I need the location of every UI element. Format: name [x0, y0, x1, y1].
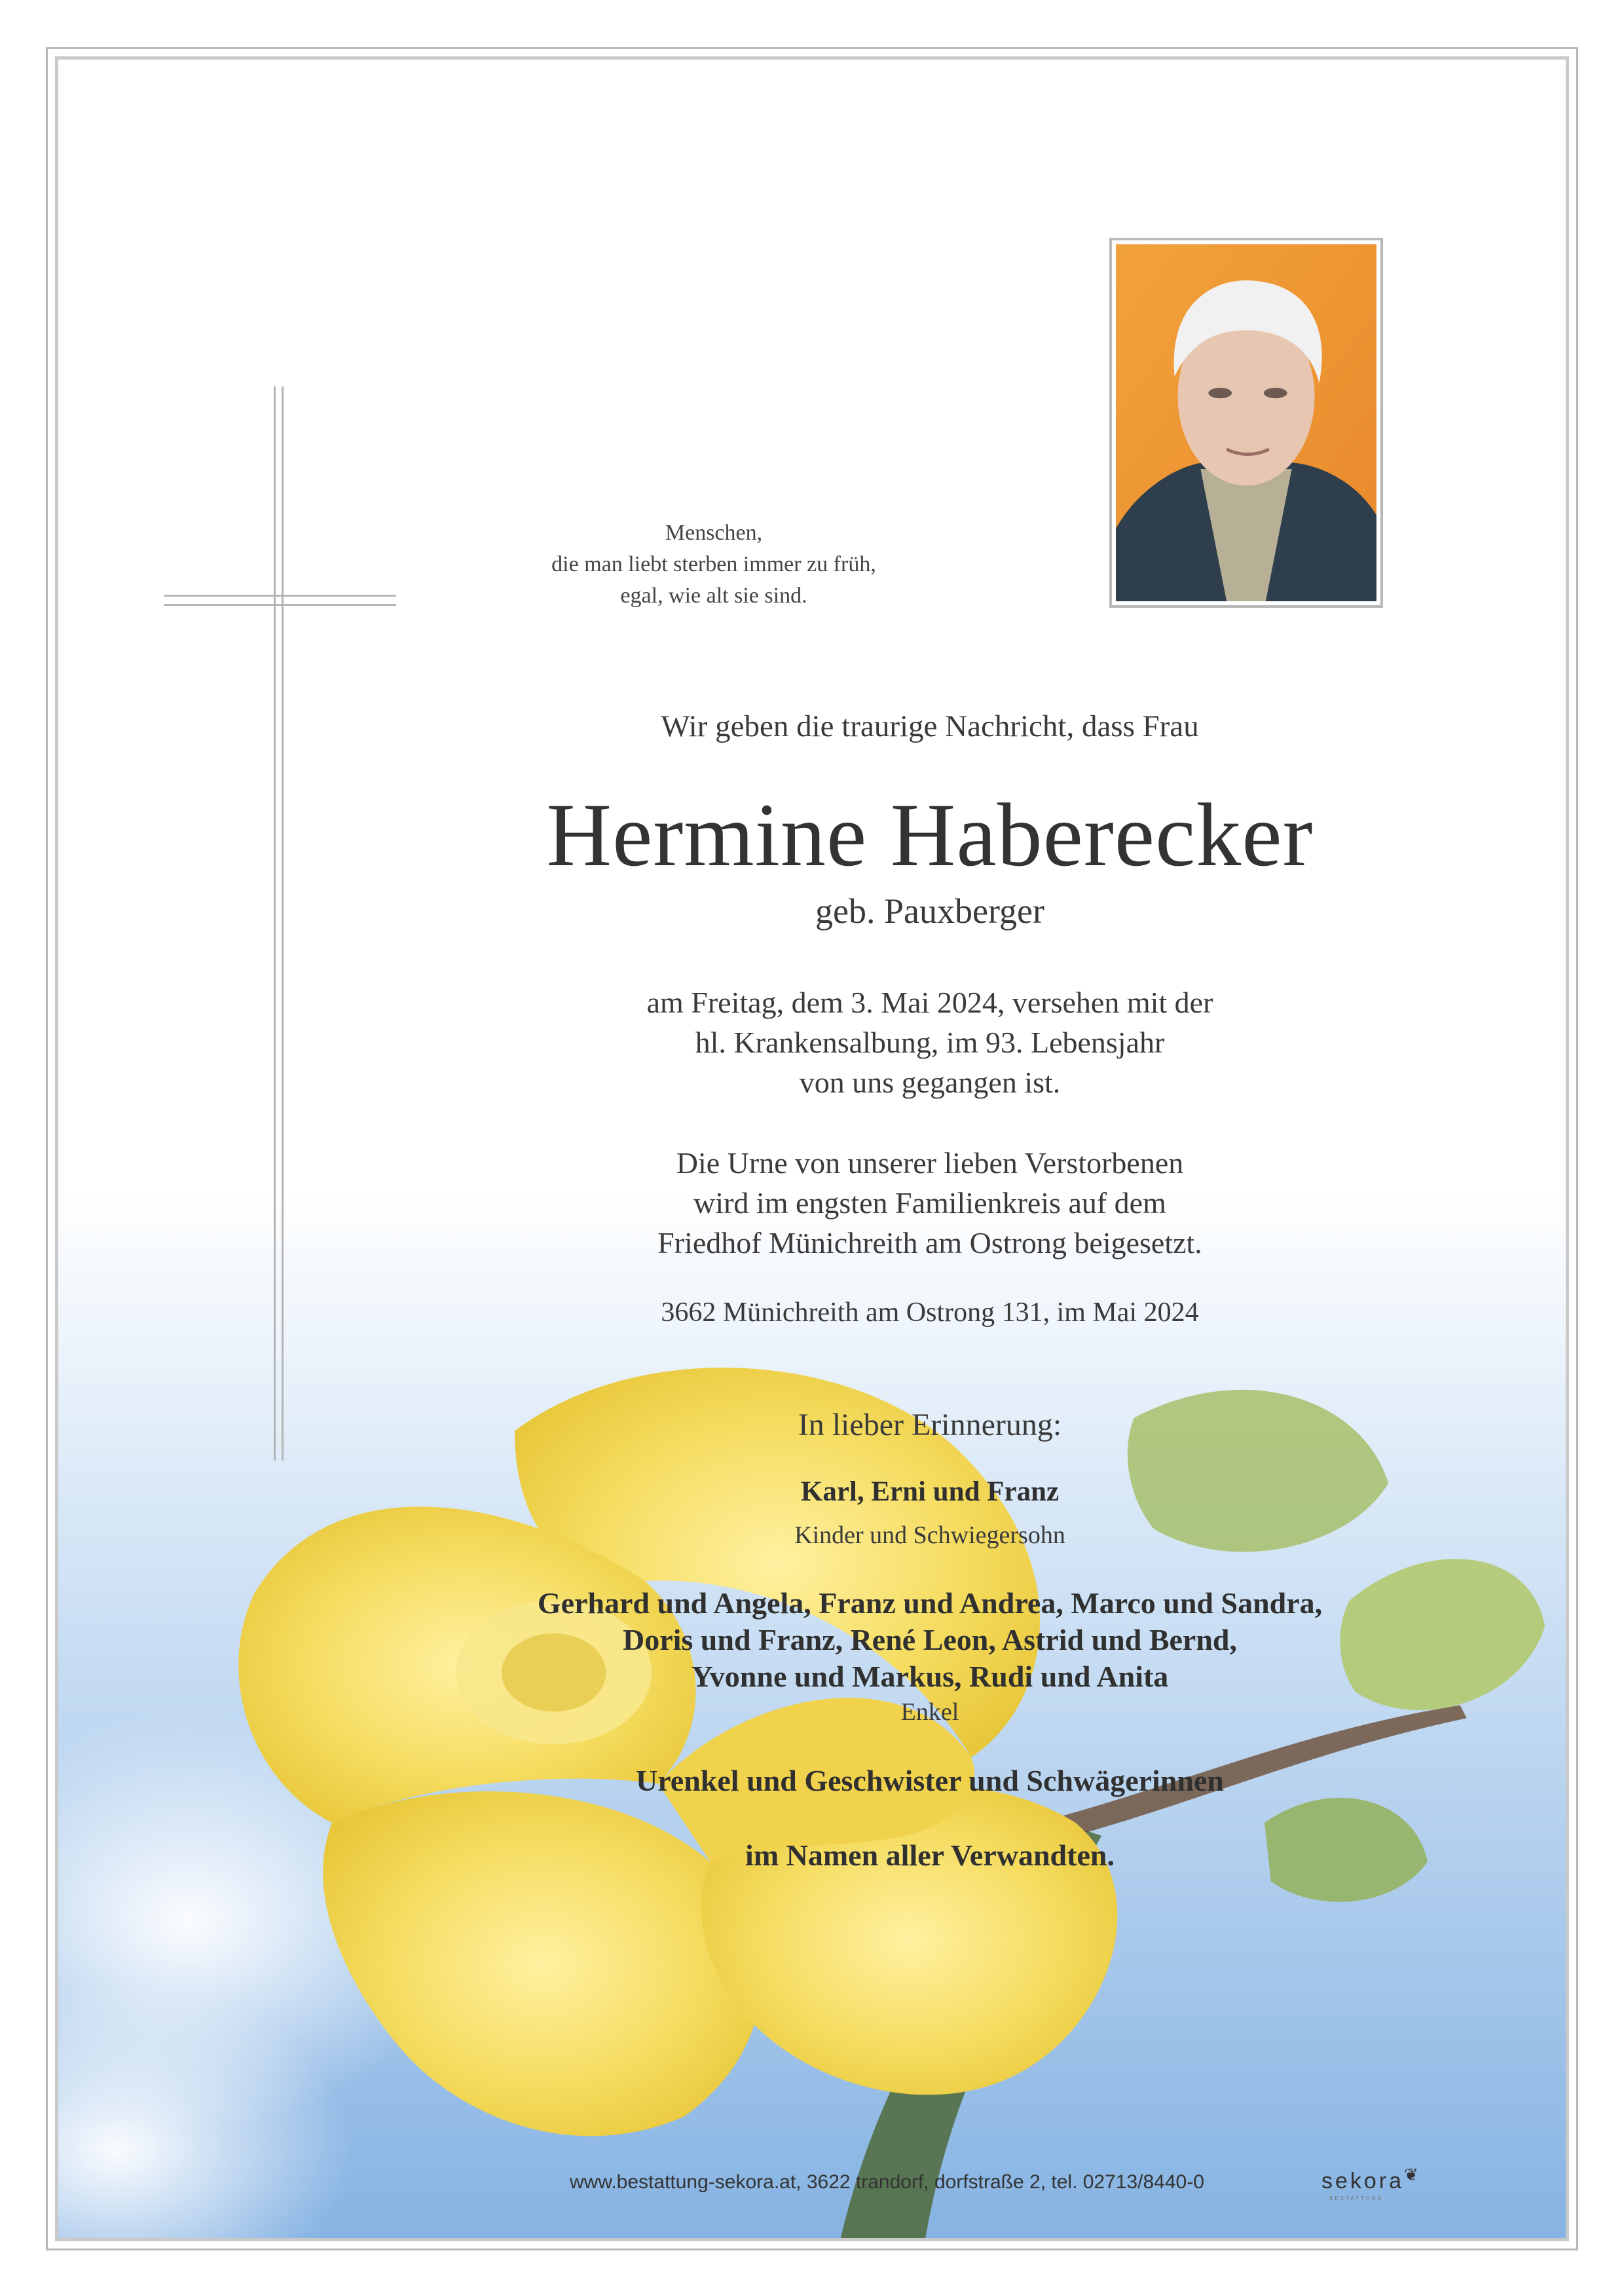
death-notice-line: am Freitag, dem 3. Mai 2024, versehen mit der	[646, 986, 1213, 1019]
quote-line: die man liebt sterben immer zu früh,	[551, 552, 876, 576]
deceased-name: Hermine Haberecker	[546, 785, 1314, 885]
logo-text: sekora	[1321, 2169, 1405, 2193]
burial-notice	[373, 1143, 1486, 1263]
remembrance-heading: In lieber Erinnerung:	[798, 1408, 1062, 1442]
birth-name: geb. Pauxberger	[815, 891, 1044, 931]
burial-line: Friedhof Münichreith am Ostrong beigesetzt.	[657, 1226, 1202, 1259]
place-date: 3662 Münichreith am Ostrong 131, im Mai 2024	[661, 1297, 1199, 1328]
cross-horizontal-line	[164, 604, 396, 606]
cross-vertical-line	[274, 386, 276, 1461]
portrait-photo	[1109, 238, 1383, 608]
quote-line: Menschen,	[665, 521, 763, 545]
intro-text: Wir geben die traurige Nachricht, dass Frau	[661, 709, 1199, 743]
great-grandchildren-siblings: Urenkel und Geschwister und Schwägerinnen	[636, 1764, 1224, 1797]
burial-line: Die Urne von unserer lieben Verstorbenen	[676, 1146, 1184, 1180]
children-names: Karl, Erni und Franz	[800, 1476, 1060, 1507]
death-notice-line: von uns gegangen ist.	[799, 1066, 1061, 1099]
grandchildren-line: Yvonne und Markus, Rudi und Anita	[691, 1660, 1169, 1693]
grandchildren-line: Gerhard und Angela, Franz und Andrea, Marco und Sandra,	[537, 1586, 1323, 1620]
children-role: Kinder und Schwiegersohn	[794, 1521, 1065, 1549]
sekora-logo	[1321, 2165, 1421, 2194]
burial-line: wird im engsten Familienkreis auf dem	[693, 1186, 1166, 1220]
funeral-home-contact: www.bestattung-sekora.at, 3622 trandorf, dorfstraße 2, tel. 02713/8440-0	[570, 2171, 1204, 2193]
all-relatives: im Namen aller Verwandten.	[745, 1838, 1115, 1872]
quote-line: egal, wie alt sie sind.	[620, 584, 807, 608]
death-notice-line: hl. Krankensalbung, im 93. Lebensjahr	[695, 1026, 1165, 1059]
memorial-quote	[498, 517, 930, 612]
grandchildren-names	[327, 1585, 1532, 1695]
grandchildren-line: Doris und Franz, René Leon, Astrid und Bernd,	[622, 1623, 1237, 1656]
bird-icon: ❦	[1404, 2165, 1421, 2184]
cross-vertical-line	[282, 386, 284, 1461]
death-notice	[373, 982, 1486, 1102]
cross-horizontal-line	[164, 595, 396, 597]
logo-subtitle: BESTATTUNG	[1329, 2195, 1384, 2201]
grandchildren-role: Enkel	[900, 1698, 959, 1726]
